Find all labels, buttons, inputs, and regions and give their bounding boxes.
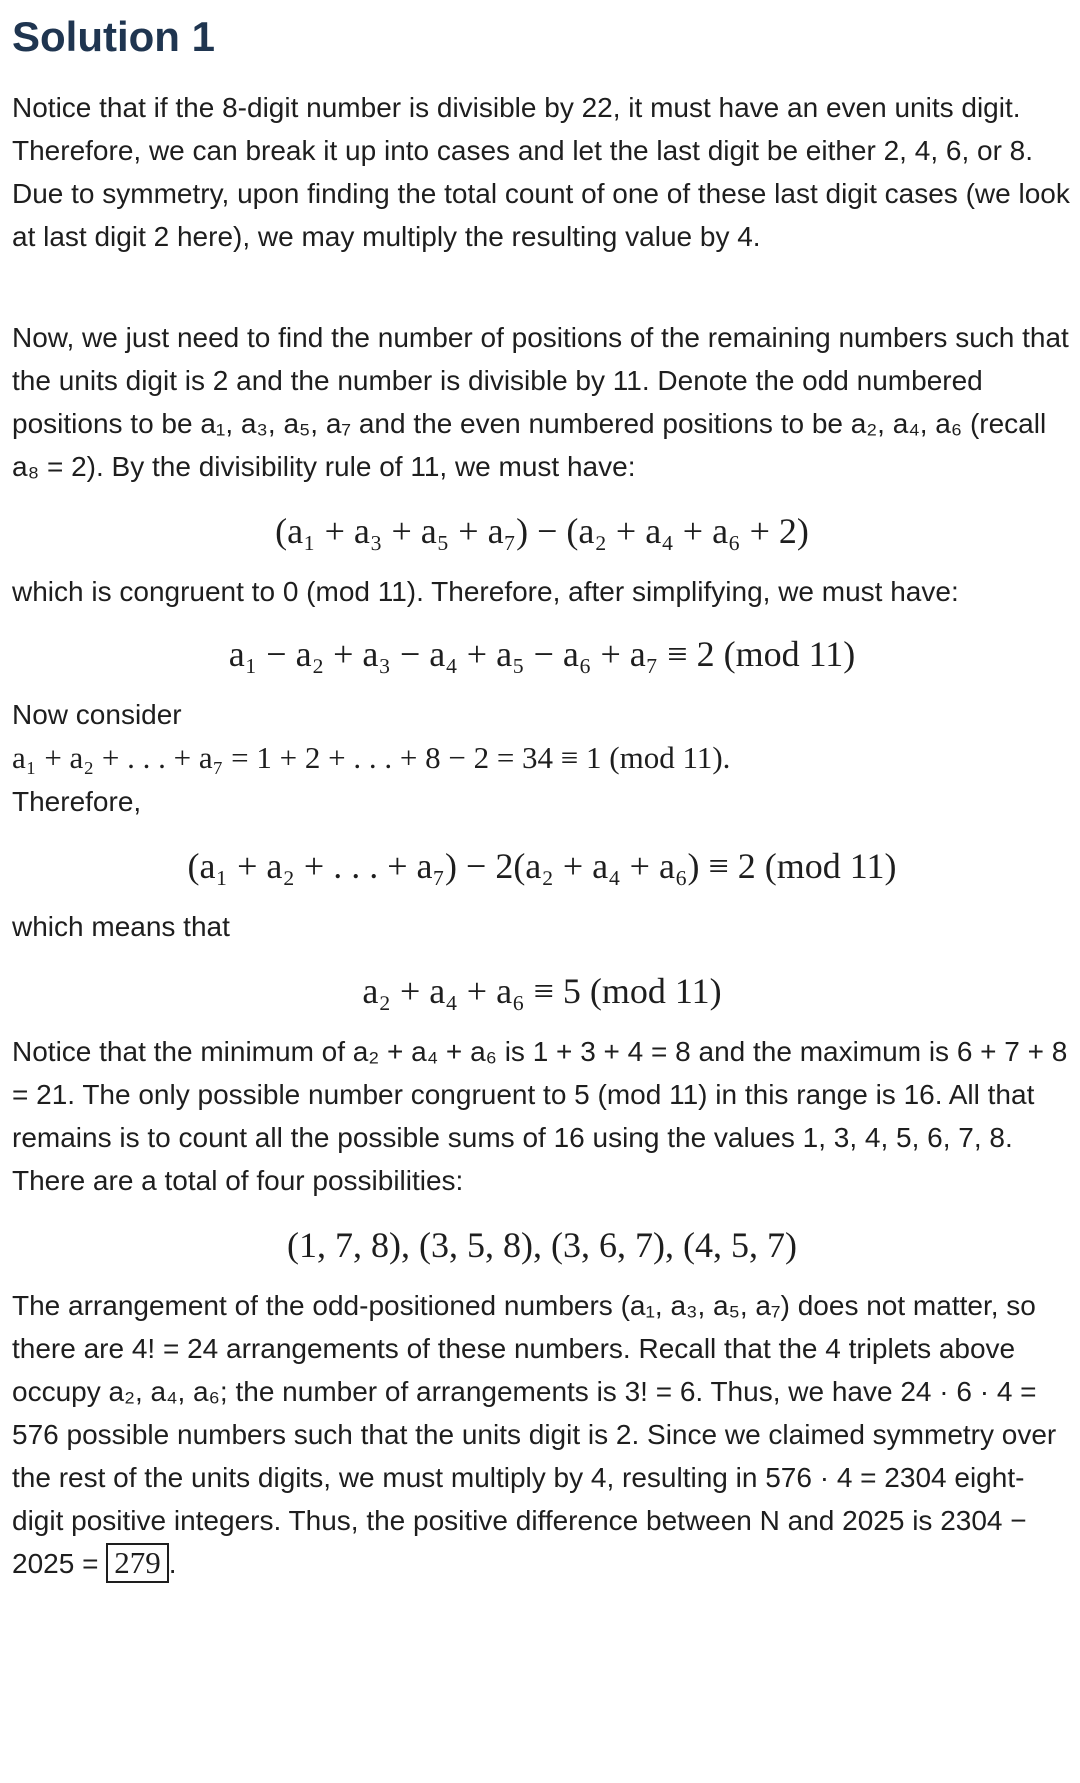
equation-mod-2: a₁ − a₂ + a₃ − a₄ + a₅ − a₆ + a₇ ≡ 2 (mod 11) — [228, 634, 856, 674]
total-sum-expression: a₁ + a₂ + . . . + a₇ = 1 + 2 + . . . + 8 − 2 = 34 ≡ 1 (mod 11). — [12, 740, 731, 775]
equation-combined: (a₁ + a₂ + . . . + a₇) − 2(a₂ + a₄ + a₆) ≡ 2 (mod 11) — [187, 846, 897, 886]
solution-heading: Solution 1 — [12, 13, 215, 60]
therefore-text: Therefore, — [12, 786, 142, 817]
equation-alternating-sum: (a₁ + a₃ + a₅ + a₇) − (a₂ + a₄ + a₆ + 2) — [275, 511, 809, 551]
paragraph-min-max: Notice that the minimum of a₂ + a₄ + a₆ is 1 + 3 + 4 = 8 and the maximum is 6 + 7 + 8 = 21. The only possible number congruent to 5 (mod 11) in this range is 16. All that remains is to count all the possible sums of 16 using the values 1, 3, 4, 5, 6, 7, 8. There are a total of four possibilities: — [12, 1036, 1068, 1196]
final-period: . — [168, 1548, 177, 1579]
paragraph-even-units: Notice that if the 8-digit number is divisible by 22, it must have an even units digit. Therefore, we can break it up into cases and let the last digit be either 2, 4, 6, or 8. Due to symmetry, upon finding the total count of one of these last digit cases (we look at last digit 2 here), we may multiply the resulting value by 4. — [12, 92, 1070, 252]
paragraph-divisibility-setup: Now, we just need to find the number of positions of the remaining numbers such that the units digit is 2 and the number is divisible by 11. Denote the odd numbered positions to be a₁, a₃, a₅, a₇ and the even numbered positions to be a₂, a₄, a₆ (recall a₈ = 2). By the divisibility rule of 11, we must have: — [12, 322, 1069, 482]
final-answer-box: 279 — [106, 1543, 169, 1583]
equation-triplets: (1, 7, 8), (3, 5, 8), (3, 6, 7), (4, 5, 7) — [287, 1225, 797, 1265]
paragraph-conclusion — [12, 1284, 1072, 1585]
conclusion-text: The arrangement of the odd-positioned numbers (a₁, a₃, a₅, a₇) does not matter, so there are 4! = 24 arrangements of these numbers. Recall that the 4 triplets above occupy a₂, a₄, a₆; the number of arrangements is 3! = 6. Thus, we have 24 · 6 · 4 = 576 possible numbers such that the units digit is 2. Since we claimed symmetry over the rest of the units digits, we must multiply by 4, resulting in 576 · 4 = 2304 eight-digit positive integers. Thus, the positive difference between N and 2025 is 2304 − 2025 = — [12, 1290, 1057, 1579]
equation-even-sum-mod: a₂ + a₄ + a₆ ≡ 5 (mod 11) — [362, 971, 722, 1011]
paragraph-which-means: which means that — [12, 911, 230, 942]
paragraph-now-consider — [12, 693, 1072, 823]
paragraph-congruent: which is congruent to 0 (mod 11). Therefore, after simplifying, we must have: — [12, 576, 959, 607]
now-consider-text: Now consider — [12, 699, 182, 730]
